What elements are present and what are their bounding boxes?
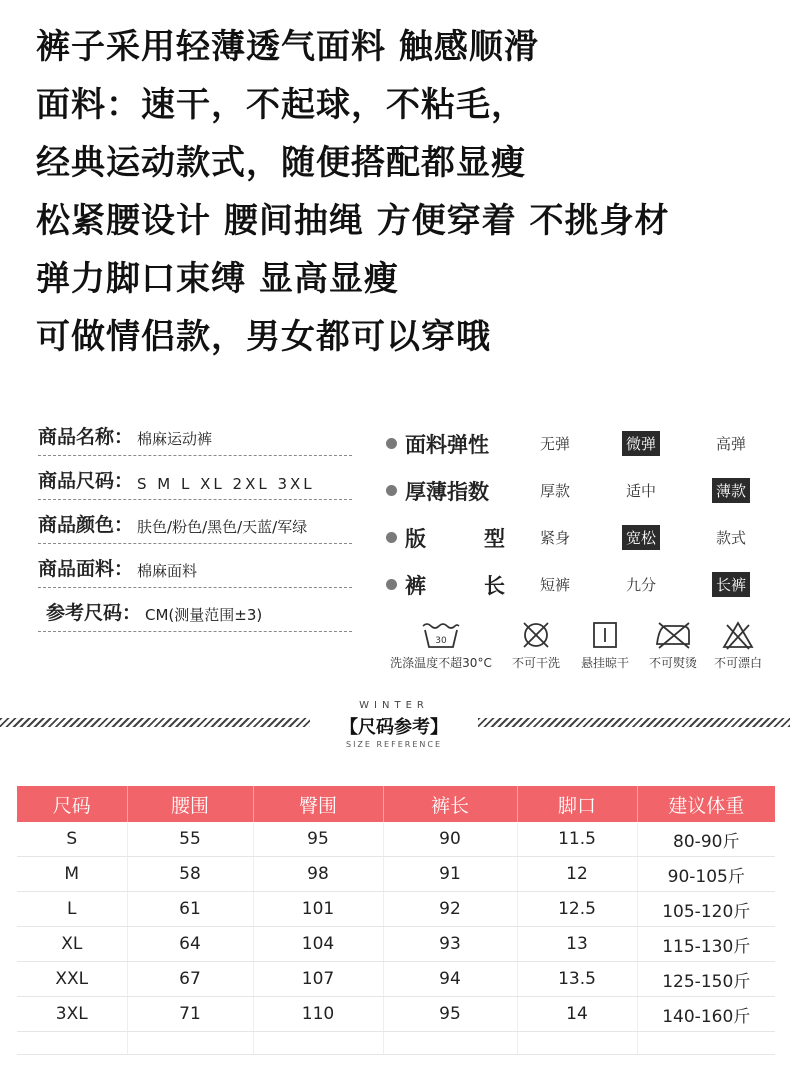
table-cell-empty [517, 1032, 637, 1055]
bullet-dot-icon [386, 579, 397, 590]
care-label: 不可熨烫 [648, 656, 697, 670]
care-label: 不可漂白 [713, 656, 762, 670]
table-cell: 98 [253, 857, 383, 892]
bullet-dot-icon [386, 438, 397, 449]
table-cell: 80-90斤 [637, 822, 775, 857]
attribute-option: 厚款 [540, 482, 571, 500]
attribute-option-selected: 微弹 [622, 431, 660, 456]
headline-line: 弹力脚口束缚 显高显瘦 [36, 259, 399, 299]
attribute-option: 适中 [626, 482, 657, 500]
headline-line: 可做情侣款，男女都可以穿哦 [36, 317, 491, 357]
table-cell: 13.5 [517, 962, 637, 997]
table-cell: 12 [517, 857, 637, 892]
attribute-row [386, 420, 786, 467]
care-item-dry-clean [504, 620, 568, 671]
table-cell: 90-105斤 [637, 857, 775, 892]
care-item-wash [380, 620, 502, 671]
spec-label: 商品尺码： [38, 470, 134, 492]
table-cell: 93 [383, 927, 517, 962]
section-eyebrow: WINTER [359, 700, 429, 711]
attribute-row [386, 561, 786, 608]
table-cell: 55 [127, 822, 253, 857]
table-cell: 104 [253, 927, 383, 962]
table-row [17, 822, 775, 857]
table-cell: 67 [127, 962, 253, 997]
product-specs [38, 412, 352, 632]
attribute-option: 九分 [626, 576, 657, 594]
attribute-option: 无弹 [540, 435, 571, 453]
no-bleach-icon [721, 620, 755, 650]
hang-dry-icon [591, 620, 619, 650]
spec-label: 商品面料： [38, 558, 134, 580]
table-cell: 11.5 [517, 822, 637, 857]
no-dry-clean-icon [520, 620, 552, 650]
attribute-name: 面料弹性 [405, 432, 489, 457]
divider-stripe-right [478, 718, 790, 727]
spec-label: 商品名称： [38, 426, 134, 448]
spec-value: 棉麻面料 [137, 562, 198, 580]
attribute-name: 裤 长 [405, 573, 505, 598]
size-table [17, 786, 775, 1055]
table-cell: 125-150斤 [637, 962, 775, 997]
attribute-option: 款式 [716, 529, 747, 547]
attribute-option: 紧身 [540, 529, 571, 547]
spec-value: CM(测量范围±3) [145, 606, 263, 624]
table-row [17, 857, 775, 892]
table-cell-empty [383, 1032, 517, 1055]
table-cell-empty [127, 1032, 253, 1055]
table-cell: S [17, 822, 127, 857]
table-cell: 105-120斤 [637, 892, 775, 927]
table-cell: M [17, 857, 127, 892]
care-label: 悬挂晾干 [580, 656, 629, 670]
spec-label: 参考尺码： [46, 602, 142, 624]
headline-line: 松紧腰设计 腰间抽绳 方便穿着 不挑身材 [36, 201, 670, 241]
table-cell: 64 [127, 927, 253, 962]
table-cell: 95 [253, 822, 383, 857]
attribute-name: 版 型 [405, 526, 505, 551]
section-subtitle: SIZE REFERENCE [345, 740, 443, 749]
care-label: 不可干洗 [511, 656, 560, 670]
column-header: 臀围 [253, 786, 383, 822]
table-cell-empty [637, 1032, 775, 1055]
column-header: 裤长 [383, 786, 517, 822]
table-cell: 14 [517, 997, 637, 1032]
table-cell: 140-160斤 [637, 997, 775, 1032]
table-cell: XL [17, 927, 127, 962]
table-cell: 91 [383, 857, 517, 892]
attribute-option-selected: 薄款 [712, 478, 750, 503]
table-empty-row [17, 1032, 775, 1055]
spec-row-fabric [38, 544, 352, 588]
product-attributes [386, 420, 786, 608]
table-row [17, 962, 775, 997]
spec-label: 商品颜色： [38, 514, 134, 536]
bullet-dot-icon [386, 532, 397, 543]
care-item-bleach [706, 620, 770, 671]
table-cell: 101 [253, 892, 383, 927]
spec-row-reference [38, 588, 352, 632]
headline-line: 面料：速干，不起球，不粘毛， [36, 85, 526, 125]
table-row [17, 997, 775, 1032]
size-reference-heading [310, 700, 478, 749]
table-cell: 61 [127, 892, 253, 927]
table-row [17, 892, 775, 927]
attribute-row [386, 467, 786, 514]
headline-line: 经典运动款式，随便搭配都显瘦 [36, 143, 526, 183]
headline-line: 裤子采用轻薄透气面料 触感顺滑 [36, 27, 539, 67]
table-cell: 110 [253, 997, 383, 1032]
attribute-name: 厚薄指数 [405, 479, 489, 504]
care-instructions [380, 620, 780, 680]
table-cell: 71 [127, 997, 253, 1032]
bullet-dot-icon [386, 485, 397, 496]
table-cell: 92 [383, 892, 517, 927]
no-iron-icon [653, 620, 693, 650]
spec-row-color [38, 500, 352, 544]
spec-value: 棉麻运动裤 [137, 430, 213, 448]
spec-row-name [38, 412, 352, 456]
column-header: 脚口 [517, 786, 637, 822]
spec-value: 肤色/粉色/黑色/天蓝/军绿 [137, 518, 308, 536]
wash-temp-text: 30 [435, 636, 447, 646]
table-cell: 3XL [17, 997, 127, 1032]
attribute-option: 高弹 [716, 435, 747, 453]
attribute-option-selected: 长裤 [712, 572, 750, 597]
spec-value: S M L XL 2XL 3XL [137, 475, 315, 493]
table-cell: 115-130斤 [637, 927, 775, 962]
table-cell: L [17, 892, 127, 927]
column-header: 尺码 [17, 786, 127, 822]
table-cell-empty [253, 1032, 383, 1055]
column-header: 建议体重 [637, 786, 775, 822]
table-cell: 107 [253, 962, 383, 997]
table-cell: 13 [517, 927, 637, 962]
attribute-row [386, 514, 786, 561]
table-cell: 95 [383, 997, 517, 1032]
care-item-hang-dry [572, 620, 638, 671]
table-cell: XXL [17, 962, 127, 997]
table-cell: 12.5 [517, 892, 637, 927]
spec-row-size [38, 456, 352, 500]
care-item-iron [640, 620, 706, 671]
attribute-option: 短裤 [540, 576, 571, 594]
table-row [17, 927, 775, 962]
table-cell: 94 [383, 962, 517, 997]
column-header: 腰围 [127, 786, 253, 822]
care-label: 洗涤温度不超30°C [390, 656, 492, 670]
wash-30-icon [421, 620, 461, 650]
section-title: 【尺码参考】 [340, 717, 448, 738]
product-headline [36, 18, 670, 366]
attribute-option-selected: 宽松 [622, 525, 660, 550]
table-cell: 90 [383, 822, 517, 857]
table-header-row [17, 786, 775, 822]
table-cell: 58 [127, 857, 253, 892]
table-cell-empty [17, 1032, 127, 1055]
divider-stripe-left [0, 718, 310, 727]
